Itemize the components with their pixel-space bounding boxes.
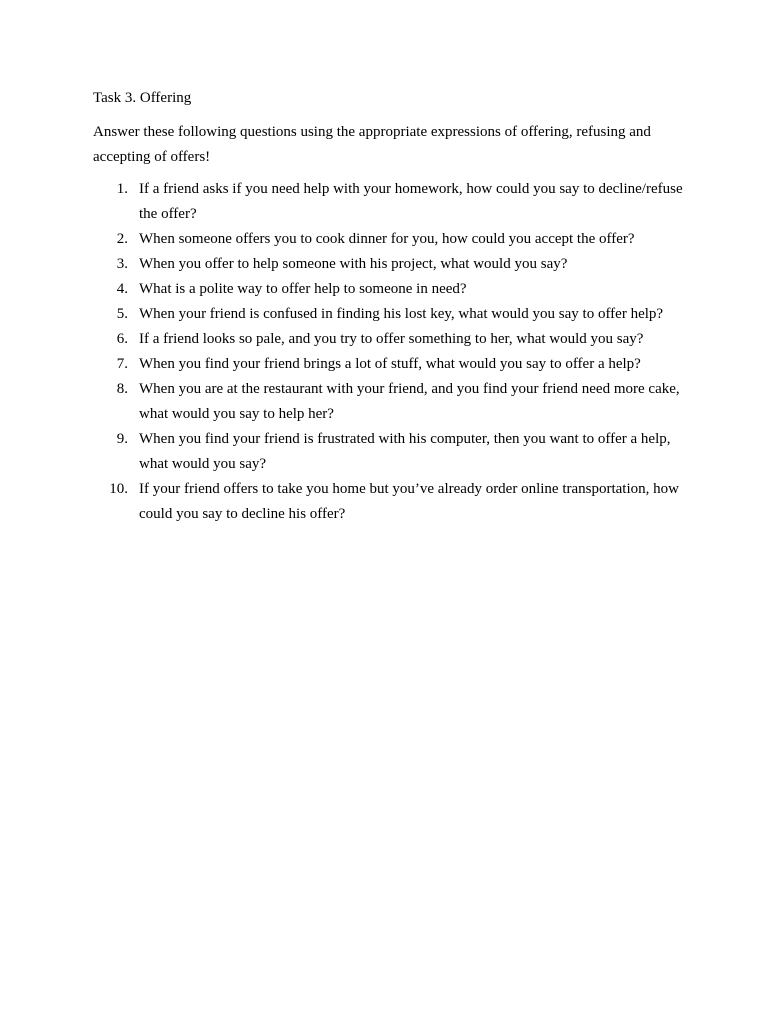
list-item-number: 8. [116,381,128,397]
list-item [93,377,683,427]
list-item [93,252,683,277]
list-item-text: When your friend is confused in finding his lost key, what would you say to offer help? [139,306,664,322]
document-page [93,86,683,527]
list-item [93,352,683,377]
list-item [93,327,683,352]
list-item-text: When you are at the restaurant with your friend, and you find your friend need more cake, what would you say to help her? [139,381,680,422]
list-item-number: 4. [116,281,128,297]
list-item-number: 2. [116,231,128,247]
task-title: Task 3. Offering [93,90,192,106]
list-item [93,427,683,477]
list-item-number: 10. [109,481,128,497]
list-item-text: When you offer to help someone with his project, what would you say? [139,256,568,272]
list-item-number: 6. [116,331,128,347]
list-item-number: 5. [116,306,128,322]
list-item-text: If a friend looks so pale, and you try to offer something to her, what would you say? [139,331,644,347]
list-item-text: When you find your friend is frustrated with his computer, then you want to offer a help, what would you say? [139,431,671,472]
list-item-number: 9. [116,431,128,447]
list-item [93,302,683,327]
list-item [93,477,683,527]
question-list [93,177,683,527]
list-item-text: What is a polite way to offer help to someone in need? [139,281,467,297]
list-item-text: When you find your friend brings a lot of stuff, what would you say to offer a help? [139,356,641,372]
list-item-text: When someone offers you to cook dinner for you, how could you accept the offer? [139,231,635,247]
instructions-text: Answer these following questions using the appropriate expressions of offering, refusing and accepting of offers! [93,124,651,165]
list-item [93,177,683,227]
list-item-text: If your friend offers to take you home but you’ve already order online transportation, how could you say to decline his offer? [139,481,679,522]
list-item-number: 3. [116,256,128,272]
list-item [93,277,683,302]
list-item-number: 1. [116,181,128,197]
list-item [93,227,683,252]
list-item-text: If a friend asks if you need help with your homework, how could you say to decline/refuse the offer? [139,181,683,222]
list-item-number: 7. [116,356,128,372]
